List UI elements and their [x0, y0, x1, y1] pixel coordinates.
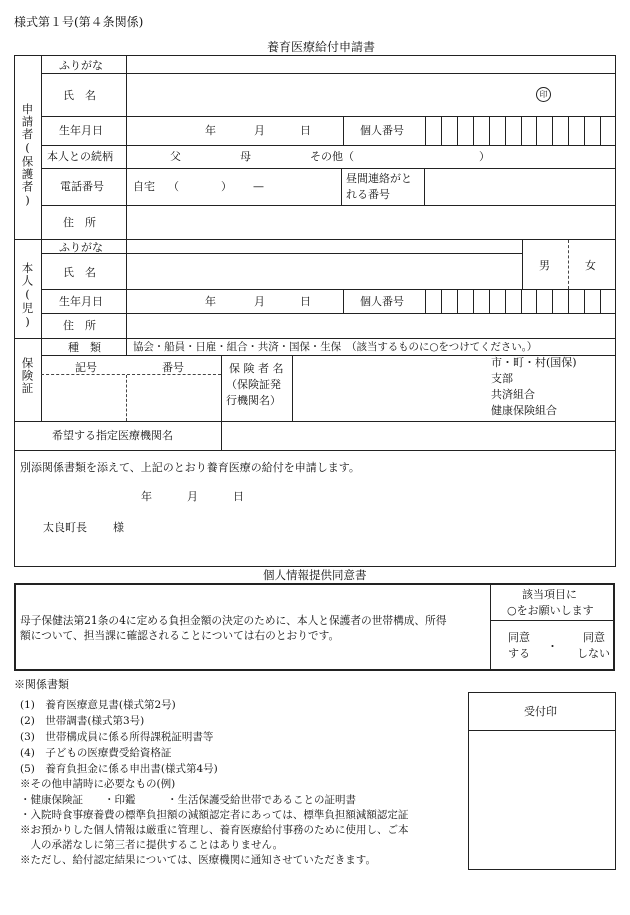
phone-home-field[interactable]	[127, 169, 341, 205]
applicant-id-cell-divider	[584, 116, 585, 145]
consent-agree-1[interactable]: 同意	[508, 631, 530, 644]
request-date-month: 月	[187, 490, 198, 503]
form-number: 様式第１号(第４条関係)	[14, 15, 144, 29]
applicant-id-cell-divider	[473, 116, 474, 145]
request-date-day: 日	[233, 490, 244, 503]
document-item-3: (3) 世帯構成員に係る所得課税証明書等	[20, 731, 214, 743]
insurance-number-label: 番号	[162, 361, 184, 374]
daytime-contact-label-2: れる番号	[346, 188, 390, 201]
other-line-2: ・入院時食事療養費の標準負担額の減額認定者にあっては、標準負担額減額認定証	[20, 809, 409, 821]
applicant-name-label: 氏 名	[63, 89, 96, 102]
hospital-name-field[interactable]	[222, 422, 615, 450]
child-id-cell-divider	[536, 289, 537, 313]
insurance-symbol-label: 記号	[75, 361, 97, 374]
applicant-birth-year: 年	[205, 124, 216, 137]
applicant-furigana-field[interactable]	[127, 56, 615, 73]
consent-separator: ・	[547, 640, 558, 653]
applicant-birth-month: 月	[254, 124, 265, 137]
applicant-id-cell-divider	[441, 116, 442, 145]
reception-stamp-box[interactable]	[468, 692, 616, 870]
applicant-address-field[interactable]	[127, 206, 615, 239]
relation-close-paren: ）	[479, 150, 490, 163]
request-date-year: 年	[141, 490, 152, 503]
insurance-symbol-field[interactable]	[42, 375, 126, 421]
child-address-field[interactable]	[127, 314, 615, 338]
addressee: 太良町長	[43, 521, 87, 534]
child-furigana-label: ふりがな	[59, 241, 103, 254]
child-id-cell-divider	[568, 289, 569, 313]
insurer-org-health[interactable]: 健康保険組合	[491, 404, 557, 417]
child-birth-month: 月	[254, 295, 265, 308]
request-statement: 別添関係書類を添えて、上記のとおり養育医療の給付を申請します。	[20, 461, 360, 474]
child-id-cell-divider	[521, 289, 522, 313]
insurer-label-3: 行機関名）	[226, 394, 281, 407]
consent-head-1: 該当項目に	[522, 588, 577, 601]
consent-title: 個人情報提供同意書	[263, 568, 367, 582]
form-title: 養育医療給付申請書	[267, 40, 376, 54]
phone-paren-close: ）	[221, 180, 232, 193]
applicant-id-cell-divider	[568, 116, 569, 145]
child-id-cell-divider	[441, 289, 442, 313]
consent-disagree-2[interactable]: しない	[577, 647, 610, 660]
document-item-5: (5) 養育負担金に係る申出書(様式第4号)	[20, 763, 218, 775]
privacy-note-line-1: ※お預かりした個人情報は厳重に管理し、養育医療給付事務のために使用し、ご本	[20, 824, 409, 836]
applicant-id-cell-divider	[600, 116, 601, 145]
child-birth-label: 生年月日	[59, 295, 103, 308]
child-id-cell-divider	[505, 289, 506, 313]
reception-stamp-label: 受付印	[524, 705, 557, 718]
phone-label: 電話番号	[60, 180, 104, 193]
applicant-id-cell-divider	[552, 116, 553, 145]
phone-paren-open: （	[168, 180, 179, 193]
insurance-number-field[interactable]	[127, 375, 221, 421]
insurer-org-branch[interactable]: 支部	[491, 372, 513, 385]
insurance-section-label: 保険証	[20, 357, 35, 395]
insurer-org-city[interactable]: 市・町・村(国保)	[491, 356, 577, 369]
child-id-label: 個人番号	[360, 295, 404, 308]
other-line-1: ・健康保険証 ・印鑑 ・生活保護受給世帯であることの証明書	[20, 794, 356, 806]
child-name-field[interactable]	[127, 254, 521, 289]
consent-disagree-1[interactable]: 同意	[583, 631, 605, 644]
child-id-cell-divider	[552, 289, 553, 313]
insurer-label-2: （保険証発	[226, 378, 281, 391]
child-id-cell-divider	[473, 289, 474, 313]
consent-head-2: ○をお願いします	[507, 604, 594, 617]
applicant-furigana-label: ふりがな	[59, 59, 103, 72]
seal-mark-icon: 印	[536, 87, 551, 102]
insurer-name-field[interactable]	[293, 356, 488, 421]
applicant-id-label: 個人番号	[360, 124, 404, 137]
applicant-address-label: 住 所	[63, 216, 96, 229]
notification-note: ※ただし、給付認定結果については、医療機関に通知させていただきます。	[20, 854, 376, 866]
document-item-1: (1) 養育医療意見書(様式第2号)	[20, 699, 176, 711]
consent-text-line-2: 額について、担当課に確認されることについては右のとおりです。	[20, 629, 340, 642]
hospital-label: 希望する指定医療機関名	[52, 429, 173, 442]
daytime-phone-field[interactable]	[425, 169, 615, 205]
child-id-cell-divider	[600, 289, 601, 313]
applicant-id-cell-divider	[536, 116, 537, 145]
relation-mother[interactable]: 母	[240, 150, 251, 163]
documents-heading: ※関係書類	[14, 678, 69, 691]
phone-home-label: 自宅	[133, 180, 155, 193]
child-birth-year: 年	[205, 295, 216, 308]
other-heading: ※その他申請時に必要なもの(例)	[20, 778, 176, 790]
daytime-contact-label-1: 昼間連絡がと	[346, 172, 412, 185]
relation-label: 本人との続柄	[47, 150, 113, 163]
applicant-section-label: 申請者(保護者)	[20, 103, 35, 208]
consent-text-line-1: 母子保健法第21条の4に定める負担金額の決定のために、本人と保護者の世帯構成、所得	[20, 614, 447, 627]
document-item-2: (2) 世帯調書(様式第3号)	[20, 715, 145, 727]
insurance-type-options[interactable]: 協会・船員・日雇・組合・共済・国保・生保 （該当するものに○をつけてください。）	[133, 341, 538, 353]
phone-dash: —	[253, 180, 264, 193]
applicant-birth-label: 生年月日	[59, 124, 103, 137]
child-furigana-field[interactable]	[127, 240, 521, 253]
relation-father[interactable]: 父	[170, 150, 181, 163]
child-name-label: 氏 名	[63, 266, 96, 279]
applicant-id-cell-divider	[521, 116, 522, 145]
applicant-id-cell-divider	[505, 116, 506, 145]
consent-agree-2[interactable]: する	[508, 647, 530, 660]
sex-male-option[interactable]: 男	[539, 259, 550, 272]
applicant-id-cell-divider	[457, 116, 458, 145]
applicant-birth-day: 日	[300, 124, 311, 137]
applicant-id-cell-divider	[489, 116, 490, 145]
privacy-note-line-2: 人の承諾なしに第三者に提供することはありません。	[20, 839, 284, 851]
child-id-cell-divider	[457, 289, 458, 313]
child-id-cell-divider	[489, 289, 490, 313]
relation-other[interactable]: その他（	[310, 150, 354, 163]
document-item-4: (4) 子どもの医療費受給資格証	[20, 747, 172, 759]
insurer-label-1: 保 険 者 名	[229, 362, 284, 375]
child-id-cell-divider	[584, 289, 585, 313]
child-address-label: 住 所	[63, 319, 96, 332]
sex-female-option[interactable]: 女	[585, 259, 596, 272]
child-section-label: 本人(児)	[20, 262, 35, 330]
insurance-type-label: 種 類	[68, 341, 101, 354]
addressee-honorific: 様	[113, 521, 124, 534]
insurer-org-mutual[interactable]: 共済組合	[491, 388, 535, 401]
child-birth-day: 日	[300, 295, 311, 308]
